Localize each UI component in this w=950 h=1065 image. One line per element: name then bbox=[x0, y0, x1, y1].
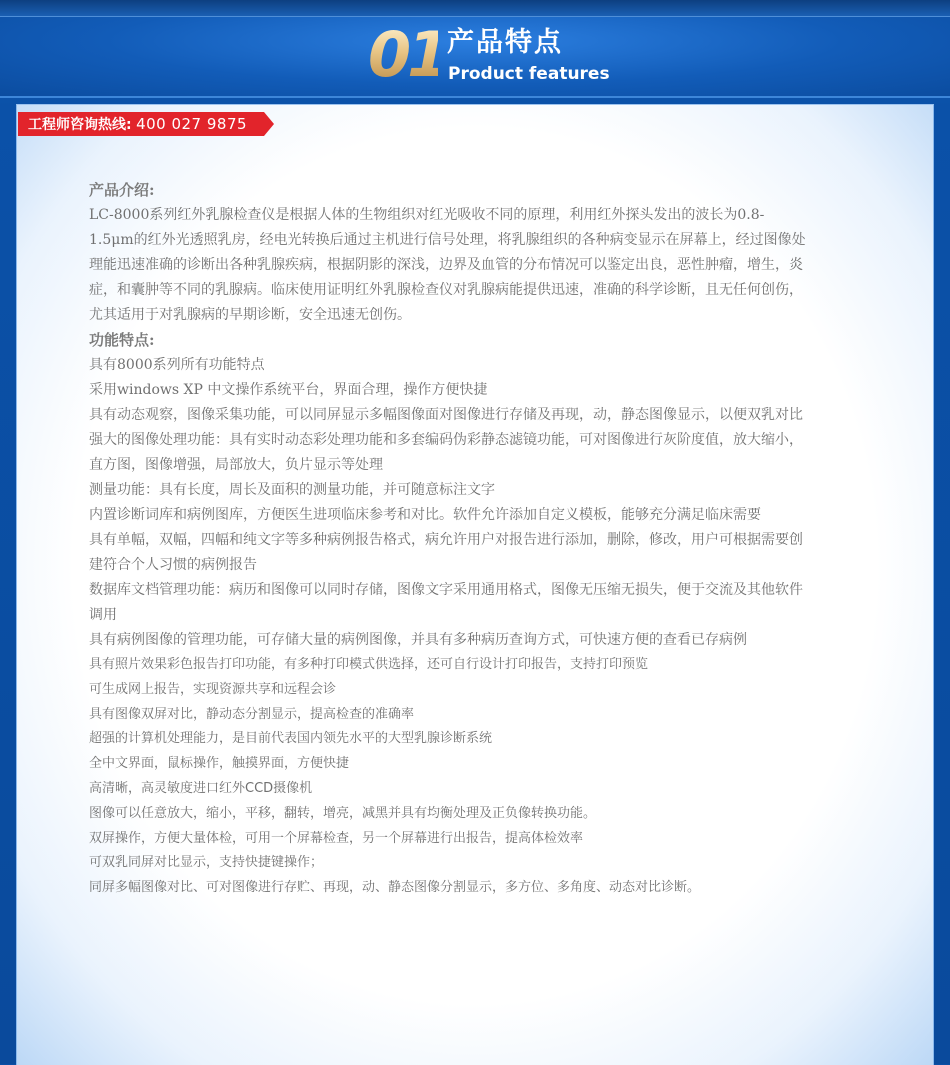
feature-item: 具有照片效果彩色报告打印功能，有多种打印模式供选择，还可自行设计打印报告，支持打印预览 bbox=[89, 657, 649, 672]
feature-item: 测量功能：具有长度，周长及面积的测量功能，并可随意标注文字 bbox=[89, 482, 495, 498]
intro-text: LC-8000系列红外乳腺检查仪是根据人体的生物组织对红光吸收不同的原理，利用红外探头发出的波长为0.8-1.5μm的红外光透照乳房，经电光转换后通过主机进行信号处理，将乳腺组织的各种病变显示在屏幕上，经过图像处理能迅速准确的诊断出各种乳腺疾病，根据阴影的深浅，边界及血管的分布情况可以鉴定出良，恶性肿瘤，增生，炎症，和囊肿等不同的乳腺病。临床使用证明红外乳腺检查仪对乳腺病能提供迅速，准确的科学诊断，且无任何创伤，尤其适用于对乳腺病的早期诊断，安全迅速无创伤。 bbox=[89, 207, 806, 323]
top-strip bbox=[0, 0, 950, 17]
section-title-cn: 产品特点 bbox=[447, 27, 563, 58]
feature-item: 内置诊断词库和病例图库，方便医生进项临床参考和对比。软件允许添加自定义模板，能够充分满足临床需要 bbox=[89, 507, 761, 523]
feature-item: 采用windows XP 中文操作系统平台，界面合理，操作方便快捷 bbox=[89, 382, 488, 398]
feature-item: 双屏操作，方便大量体检，可用一个屏幕检查，另一个屏幕进行出报告，提高体检效率 bbox=[89, 830, 584, 846]
section-title-en: Product features bbox=[448, 64, 610, 84]
header-divider bbox=[0, 96, 950, 98]
feature-item: 图像可以任意放大，缩小，平移，翻转，增亮，减黑并具有均衡处理及正负像转换功能。 bbox=[89, 805, 597, 821]
features-list-secondary bbox=[89, 653, 807, 901]
feature-item: 强大的图像处理功能：具有实时动态彩处理功能和多套编码伪彩静态滤镜功能，可对图像进行灰阶度值，放大缩小，直方图，图像增强，局部放大，负片显示等处理 bbox=[89, 432, 803, 473]
feature-item: 全中文界面，鼠标操作，触摸界面，方便快捷 bbox=[89, 756, 350, 772]
feature-item: 同屏多幅图像对比、可对图像进行存贮、再现，动、静态图像分割显示，多方位、多角度、动态对比诊断。 bbox=[89, 880, 701, 896]
section-number: 01 bbox=[368, 18, 447, 91]
features-list bbox=[89, 353, 807, 653]
hotline-label: 工程师咨询热线: bbox=[28, 117, 132, 133]
feature-item: 具有病例图像的管理功能，可存储大量的病例图像，并具有多种病历查询方式，可快速方便的查看已存病例 bbox=[89, 632, 747, 648]
feature-item: 超强的计算机处理能力，是目前代表国内领先水平的大型乳腺诊断系统 bbox=[89, 731, 493, 747]
feature-item: 可生成网上报告，实现资源共享和远程会诊 bbox=[89, 681, 337, 697]
feature-item: 高清晰，高灵敏度进口红外CCD摄像机 bbox=[89, 780, 313, 796]
intro-heading: 产品介绍: bbox=[89, 181, 155, 199]
feature-item: 可双乳同屏对比显示，支持快捷键操作； bbox=[89, 855, 324, 871]
features-heading: 功能特点: bbox=[89, 331, 155, 349]
feature-item: 具有单幅，双幅，四幅和纯文字等多种病例报告格式，病允许用户对报告进行添加，删除，修改，用户可根据需要创建符合个人习惯的病例报告 bbox=[89, 532, 803, 573]
feature-item: 具有动态观察，图像采集功能，可以同屏显示多幅图像面对图像进行存储及再现，动，静态图像显示，以便双乳对比 bbox=[89, 407, 803, 423]
product-article bbox=[89, 178, 807, 901]
hotline-banner bbox=[18, 112, 264, 136]
feature-item: 具有图像双屏对比，静动态分割显示，提高检查的准确率 bbox=[89, 706, 415, 722]
feature-item: 数据库文档管理功能：病历和图像可以同时存储，图像文字采用通用格式，图像无压缩无损失，便于交流及其他软件调用 bbox=[89, 582, 803, 623]
feature-item: 具有8000系列所有功能特点 bbox=[89, 357, 265, 373]
hotline-number: 400 027 9875 bbox=[136, 115, 248, 133]
